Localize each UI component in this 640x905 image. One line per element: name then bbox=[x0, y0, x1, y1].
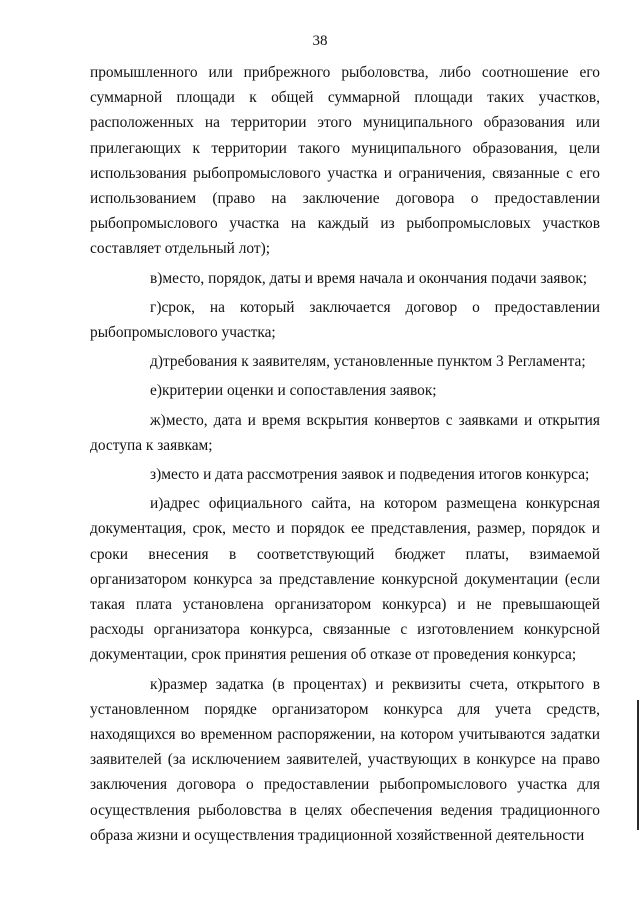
list-item-text: требования к заявителям, установленные пунктом 3 Регламента; bbox=[162, 353, 586, 371]
list-item-label: ж) bbox=[150, 411, 166, 429]
list-item-e bbox=[90, 378, 600, 403]
list-item-zh bbox=[90, 408, 600, 458]
list-item-d bbox=[90, 349, 600, 374]
list-item-text: адрес официального сайта, на котором размещена конкурсная документация, срок, место и порядок ее представления, размер, порядок и сроки внесения в соответствующий бюджет платы, взимаемой организатором конкурса за представление конкурсной документации (если такая плата установлена организатором конкурса) и не превышающей расходы организатора конкурса, связанные с изготовлением конкурсной документации, срок принятия решения об отказе от проведения конкурса; bbox=[90, 495, 600, 664]
list-item-text: срок, на который заключается договор о предоставлении рыбопромыслового участка; bbox=[90, 298, 600, 342]
list-item-label: д) bbox=[150, 353, 163, 371]
list-item-label: з) bbox=[150, 466, 162, 484]
paragraph-text: промышленного или прибрежного рыболовства, либо соотношение его суммарной площади к общей суммарной площади таких участков, расположенных на территории этого муниципального образования или прилегающих к территории такого муниципального образования, цели использования рыбопромыслового участка и ограничения, связанные с его использованием (право на заключение договора о предоставлении рыбопромыслового участка на каждый из рыбопромысловых участков составляет отдельный лот); bbox=[90, 64, 600, 258]
list-item-text: место, дата и время вскрытия конвертов с заявками и открытия доступа к заявкам; bbox=[90, 411, 600, 454]
list-item-k bbox=[90, 672, 600, 848]
list-item-text: размер задатка (в процентах) и реквизиты счета, открытого в установленном порядке организатором конкурса для учета средств, находящихся во временном распоряжении, на котором учитываются задатки заявителей (за исключением заявителей, участвующих в конкурсе на право заключения договора о предоставлении рыбопромыслового участка для осуществления рыболовства в целях обеспечения ведения традиционного образа жизни и осуществления традиционной хозяйственной деятельности bbox=[90, 675, 600, 844]
list-item-v bbox=[90, 266, 600, 291]
page-number: 38 bbox=[312, 33, 328, 49]
paragraph-continuation bbox=[90, 60, 600, 262]
document-body bbox=[90, 60, 600, 848]
scan-edge-mark bbox=[637, 700, 639, 830]
list-item-text: место, порядок, даты и время начала и окончания подачи заявок; bbox=[162, 269, 588, 287]
list-item-label: г) bbox=[150, 298, 162, 316]
list-item-text: критерии оценки и сопоставления заявок; bbox=[161, 382, 437, 400]
list-item-label: к) bbox=[150, 675, 163, 693]
list-item-i bbox=[90, 491, 600, 667]
list-item-g bbox=[90, 295, 600, 345]
list-item-text: место и дата рассмотрения заявок и подведения итогов конкурса; bbox=[161, 466, 590, 484]
list-item-z bbox=[90, 462, 600, 487]
list-item-label: и) bbox=[150, 495, 164, 513]
list-item-label: е) bbox=[150, 382, 162, 400]
list-item-label: в) bbox=[150, 269, 163, 287]
